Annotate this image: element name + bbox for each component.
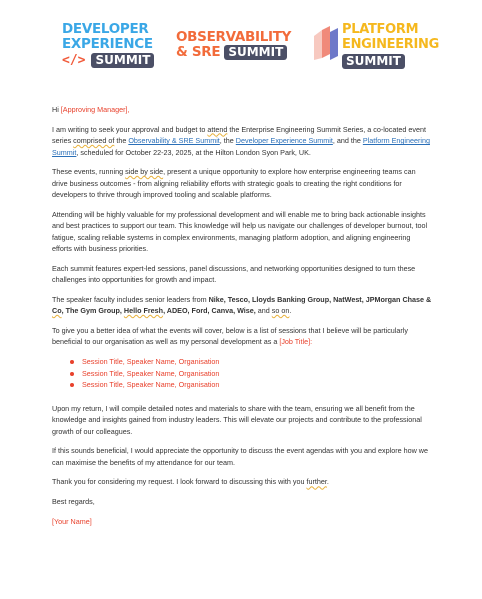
job-title-placeholder: [Job Title]: [279, 337, 313, 347]
paragraph-intro [52, 124, 432, 158]
summit-logos [0, 22, 482, 72]
p2-text-a: These events, running [52, 167, 126, 177]
p5-text-a: The speaker faculty includes senior leaders from [52, 294, 209, 304]
observability-sre-summit-link[interactable]: Observability & SRE Summit [128, 136, 220, 146]
p5-companies-c: , ADEO, Ford, Canva, Wise, [163, 306, 256, 316]
p9-text-a: Thank you for considering my request. I look forward to discussing this with you [52, 477, 307, 487]
your-name-placeholder: [Your Name] [52, 516, 92, 526]
devex-logo-line1: DEVELOPER [62, 21, 149, 37]
p5-hello-fresh: Hello Fresh [123, 306, 164, 316]
p5-text-b: and [255, 306, 272, 316]
paragraph-features: Each summit features expert-led sessions, panel discussions, and networking opportunities designed to turn these challenges into opportunities for growth and impact. [52, 263, 416, 285]
paragraph-thanks [52, 476, 432, 487]
paragraph-return: Upon my return, I will compile detailed notes and materials to share with the team, ensuring we all benefit from the knowledge and insights gained from industry leaders. This will elevate our projects and contribute to the professional growth of our colleagues. [52, 403, 422, 436]
code-brackets-icon: </> [62, 53, 86, 68]
p1-text-f: , scheduled for October 22-23, 2025, at the Hilton London Syon Park, UK. [76, 147, 311, 157]
p9-text-b: . [326, 477, 329, 487]
plat-logo-line2: ENGINEERING [342, 37, 440, 52]
obs-summit-pill: SUMMIT [224, 45, 287, 60]
p1-text-d: , the [219, 136, 236, 146]
p5-text-c: . [289, 306, 292, 316]
list-item: Session Title, Speaker Name, Organisation [70, 356, 432, 368]
list-item: Session Title, Speaker Name, Organisation [70, 368, 432, 380]
p1-text-a: I am writing to seek your approval and budget to [52, 124, 208, 134]
obs-logo-line2: & SRE [176, 44, 221, 60]
p1-text-e: , and the [332, 136, 363, 146]
p6-text-a: To give you a better idea of what the events will cover, below is a list of sessions that I believe will be particularly beneficial to our organisation as well as my personal development as a [52, 325, 408, 347]
plat-summit-pill: SUMMIT [342, 54, 405, 69]
p2-text-b: , present a unique opportunity to explore how enterprise engineering teams can drive business outcomes - from aligning reliability efforts with strategic goals to creating the right conditions for developers to thrive through improved tooling and scalable platforms. [52, 167, 416, 200]
p1-attend: attend [207, 124, 228, 134]
letter-body [52, 104, 432, 536]
paragraph-sessions-intro [52, 325, 432, 348]
session-list [52, 356, 432, 391]
p1-comprised: comprised of [73, 136, 115, 146]
devex-logo-line2: EXPERIENCE [62, 36, 153, 52]
platform-engineering-summit-logo [312, 22, 439, 70]
devex-summit-pill: SUMMIT [91, 53, 154, 68]
p5-companies-b: , The Gym Group, [61, 306, 124, 316]
obs-logo-line1: OBSERVABILITY [176, 29, 292, 45]
p5-co: Co [52, 306, 62, 316]
developer-experience-summit-logo [62, 22, 154, 68]
p2-side-by-side: side by side [125, 167, 164, 177]
plat-logo-line1: PLATFORM [342, 22, 419, 37]
platform-stack-icon [312, 26, 340, 62]
p5-companies-a: Nike, Tesco, Lloyds Banking Group, NatWest, JPMorgan Chase & [208, 294, 432, 304]
developer-experience-summit-link[interactable]: Developer Experience Summit [235, 136, 333, 146]
platform-engineering-summit-link[interactable]: Platform Engineering Summit [52, 136, 430, 157]
paragraph-value: Attending will be highly valuable for my professional development and will enable me to bring back actionable insights and best practices to support our team. This knowledge will help us navigate our challenges of developer burnout, tool fatigue, scaling reliable systems in complex environments, managing platform adoption, and aligning engineering efforts with business priorities. [52, 209, 428, 253]
p9-further: further [306, 477, 327, 487]
observability-sre-summit-logo [176, 30, 291, 60]
greeting-hi: Hi [52, 105, 61, 114]
paragraph-events [52, 166, 432, 200]
approving-manager-placeholder: [Approving Manager], [60, 105, 130, 114]
p1-text-c: the [114, 136, 129, 146]
closing: Best regards, [52, 497, 95, 507]
p1-text-b: the Enterprise Engineering Summit Series, a co-located event series [52, 124, 426, 146]
paragraph-speakers [52, 294, 432, 317]
paragraph-discuss: If this sounds beneficial, I would appreciate the opportunity to discuss the event agendas with you and explore how we can maximise the benefits of my attendance for our team. [52, 446, 428, 467]
p5-so-on: so on [271, 306, 290, 316]
list-item: Session Title, Speaker Name, Organisation [70, 379, 432, 391]
greeting [52, 104, 432, 115]
